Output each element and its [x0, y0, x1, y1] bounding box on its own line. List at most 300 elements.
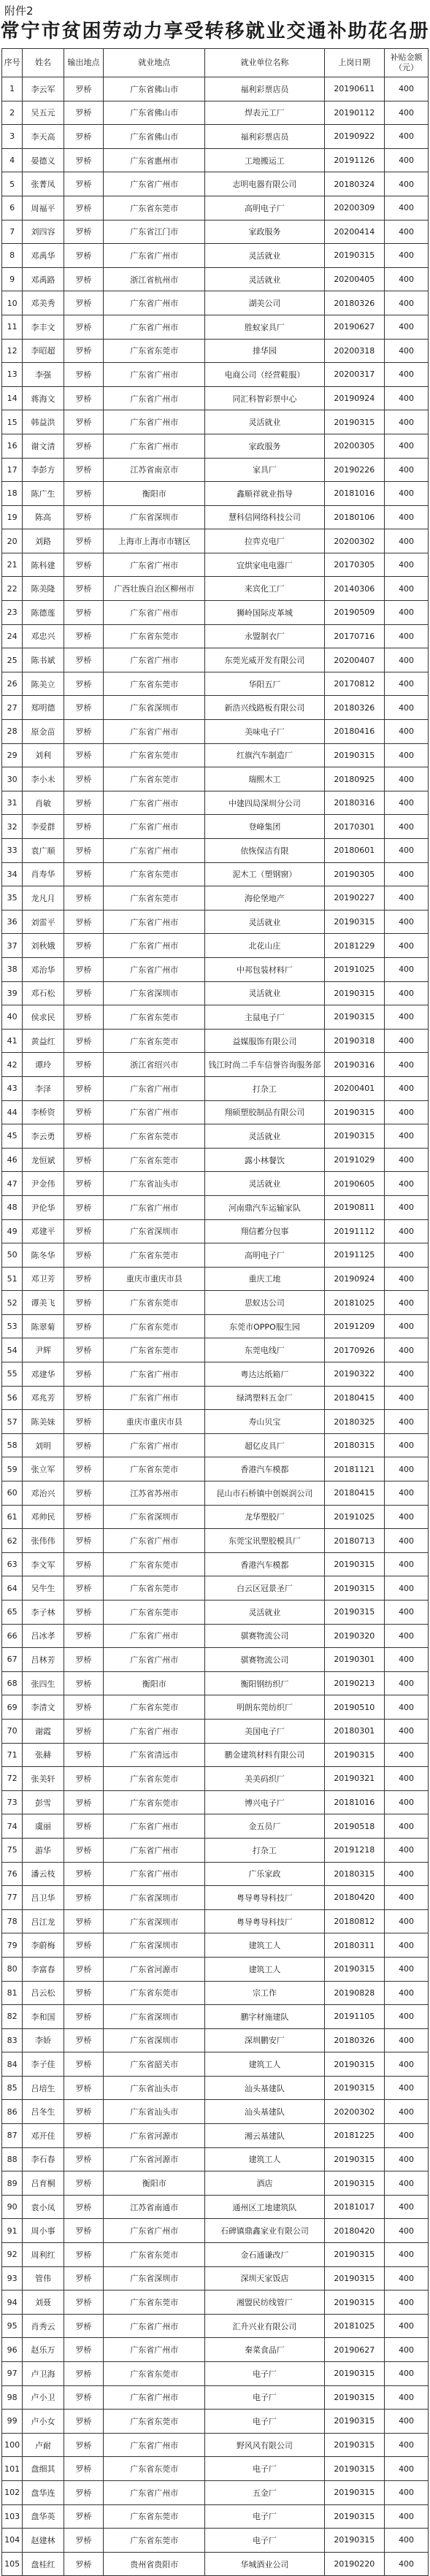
table-cell: 电子厂: [205, 2457, 324, 2481]
table-cell: 石碑镇鼎鑫家业有限公司: [205, 2219, 324, 2243]
table-cell: 5: [2, 172, 23, 196]
table-cell: 20190315: [324, 2433, 385, 2457]
table-cell: 20190318: [324, 1029, 385, 1053]
table-cell: 20190315: [324, 410, 385, 434]
table-cell: 400: [385, 1005, 429, 1030]
table-cell: 湖美公司: [205, 291, 324, 315]
table-cell: 陈美妹: [23, 1410, 64, 1434]
table-row: [2, 696, 429, 720]
table-cell: 400: [385, 1933, 429, 1958]
table-row: [2, 2504, 429, 2529]
table-cell: 400: [385, 529, 429, 553]
table-row: [2, 1100, 429, 1124]
table-cell: 400: [385, 767, 429, 791]
table-cell: 20180416: [324, 720, 385, 744]
table-cell: 广东省广州市: [104, 2314, 205, 2338]
table-cell: 李清文: [23, 1695, 64, 1720]
table-cell: 400: [385, 2100, 429, 2124]
table-cell: 400: [385, 434, 429, 458]
table-row: [2, 743, 429, 767]
table-cell: 罗桥: [64, 2005, 103, 2029]
table-cell: 广东省广州市: [104, 2433, 205, 2457]
table-cell: 13: [2, 363, 23, 387]
table-row: [2, 148, 429, 172]
table-cell: 罗桥: [64, 553, 103, 577]
table-cell: 彭雪: [23, 1790, 64, 1814]
table-cell: 邓治兴: [23, 1481, 64, 1506]
table-cell: 400: [385, 720, 429, 744]
table-cell: 刘雷平: [23, 910, 64, 934]
table-cell: 电子厂: [205, 2504, 324, 2529]
table-cell: 罗桥: [64, 410, 103, 434]
table-cell: 12: [2, 339, 23, 363]
table-cell: 20191125: [324, 1243, 385, 1268]
table-cell: 400: [385, 2147, 429, 2171]
table-cell: 65: [2, 1601, 23, 1625]
table-row: [2, 1529, 429, 1553]
table-cell: 邓石松: [23, 981, 64, 1005]
table-cell: 46: [2, 1148, 23, 1172]
table-cell: 20180713: [324, 1529, 385, 1553]
table-cell: 昆山市石桥镇中创娱润公司: [205, 1481, 324, 1506]
table-cell: 广东省广州市: [104, 386, 205, 410]
table-cell: 400: [385, 148, 429, 172]
table-cell: 灵活就业: [205, 267, 324, 291]
table-cell: 灵活就业: [205, 910, 324, 934]
table-cell: 400: [385, 1100, 429, 1124]
table-cell: 400: [385, 2052, 429, 2077]
table-cell: 通州区工地建筑队: [205, 2195, 324, 2219]
table-cell: 罗桥: [64, 1005, 103, 1030]
table-cell: 400: [385, 267, 429, 291]
table-row: [2, 1124, 429, 1149]
table-cell: 翔硕塑胶制品有限公司: [205, 1100, 324, 1124]
table-cell: 400: [385, 125, 429, 149]
table-cell: 罗桥: [64, 1719, 103, 1743]
table-cell: 20180326: [324, 2028, 385, 2052]
table-cell: 52: [2, 1291, 23, 1315]
table-cell: 浙江省绍兴市: [104, 1053, 205, 1077]
table-cell: 20191025: [324, 1505, 385, 1529]
table-cell: 3: [2, 125, 23, 149]
table-cell: 广东省东莞市: [104, 886, 205, 911]
table-cell: 罗桥: [64, 1243, 103, 1268]
table-cell: 64: [2, 1576, 23, 1601]
table-cell: 依恢保洁有限: [205, 839, 324, 863]
table-cell: 来宾化工厂: [205, 577, 324, 601]
table-cell: 广东省深圳市: [104, 505, 205, 529]
column-header: 补贴金额（元）: [385, 49, 429, 77]
table-cell: 20190322: [324, 1362, 385, 1387]
table-cell: 20190315: [324, 1100, 385, 1124]
table-cell: 深圳鹏安厂: [205, 2028, 324, 2052]
table-cell: 400: [385, 1243, 429, 1268]
table-cell: 罗桥: [64, 2100, 103, 2124]
table-cell: 广东省广州市: [104, 1862, 205, 1886]
table-cell: 永盟制衣厂: [205, 624, 324, 648]
table-cell: 罗桥: [64, 601, 103, 625]
table-row: [2, 2457, 429, 2481]
table-cell: 20191218: [324, 1838, 385, 1862]
table-cell: 陈美隆: [23, 577, 64, 601]
table-cell: 同汇科智彩票中心: [205, 386, 324, 410]
table-row: [2, 767, 429, 791]
table-cell: 贵州省贵阳市: [104, 2552, 205, 2576]
table-cell: 晏德义: [23, 148, 64, 172]
table-cell: 广东省广州市: [104, 2338, 205, 2362]
table-cell: 400: [385, 1814, 429, 1839]
table-cell: 东莞市OPPO服生园: [205, 1314, 324, 1338]
table-cell: 20190924: [324, 1267, 385, 1291]
table-cell: 20200302: [324, 529, 385, 553]
table-cell: 20190315: [324, 2385, 385, 2410]
table-cell: 电子厂: [205, 2385, 324, 2410]
table-cell: 罗桥: [64, 244, 103, 268]
table-cell: 400: [385, 2171, 429, 2196]
table-cell: 广东省佛山市: [104, 101, 205, 125]
table-cell: 76: [2, 1862, 23, 1886]
table-cell: 李石春: [23, 2147, 64, 2171]
table-row: [2, 315, 429, 339]
table-row: [2, 2076, 429, 2100]
table-row: [2, 1029, 429, 1053]
table-cell: 李天高: [23, 125, 64, 149]
column-header: 序号: [2, 49, 23, 77]
table-cell: 20181025: [324, 2314, 385, 2338]
table-cell: 20180311: [324, 1933, 385, 1958]
table-cell: 83: [2, 2028, 23, 2052]
table-cell: 罗桥: [64, 1576, 103, 1601]
table-cell: 20180601: [324, 839, 385, 863]
table-cell: 400: [385, 981, 429, 1005]
table-cell: 灵活就业: [205, 981, 324, 1005]
table-cell: 80: [2, 1957, 23, 1981]
table-cell: 李丰文: [23, 315, 64, 339]
table-cell: 广东省惠州市: [104, 148, 205, 172]
table-cell: 美国电子厂: [205, 1719, 324, 1743]
table-row: [2, 2480, 429, 2504]
table-cell: 20180420: [324, 1886, 385, 1910]
table-row: [2, 1671, 429, 1695]
table-cell: 罗桥: [64, 2243, 103, 2267]
table-cell: 400: [385, 743, 429, 767]
table-cell: 20170926: [324, 1338, 385, 1362]
table-cell: 家具厂: [205, 458, 324, 482]
table-row: [2, 1814, 429, 1839]
table-cell: 江苏省苏州市: [104, 1481, 205, 1506]
table-cell: 20190301: [324, 1648, 385, 1672]
table-cell: 58: [2, 1433, 23, 1457]
table-cell: 10: [2, 291, 23, 315]
table-cell: 400: [385, 1648, 429, 1672]
table-cell: 赵乐万: [23, 2338, 64, 2362]
table-cell: 20180420: [324, 2219, 385, 2243]
table-row: [2, 2433, 429, 2457]
table-cell: 400: [385, 553, 429, 577]
table-cell: 400: [385, 934, 429, 958]
table-cell: 30: [2, 767, 23, 791]
table-row: [2, 1648, 429, 1672]
table-cell: 4: [2, 148, 23, 172]
table-cell: 罗桥: [64, 2410, 103, 2434]
table-cell: 20200305: [324, 434, 385, 458]
table-cell: 粤导粤导科技厂: [205, 1886, 324, 1910]
table-cell: 广东省东莞市: [104, 1601, 205, 1625]
table-cell: 中邦包装材料厂: [205, 957, 324, 981]
table-cell: 罗桥: [64, 1362, 103, 1387]
table-cell: 广东省东莞市: [104, 196, 205, 220]
table-cell: 2: [2, 101, 23, 125]
table-cell: 71: [2, 1743, 23, 1767]
table-cell: 刘秋娥: [23, 934, 64, 958]
table-row: [2, 1338, 429, 1362]
table-cell: 广东省东莞市: [104, 2243, 205, 2267]
table-cell: 罗桥: [64, 2028, 103, 2052]
table-cell: 20190922: [324, 125, 385, 149]
table-cell: 93: [2, 2266, 23, 2291]
table-cell: 20181025: [324, 1291, 385, 1315]
table-cell: 电子厂: [205, 2529, 324, 2553]
table-cell: 寿山贝宝: [205, 1410, 324, 1434]
table-cell: 100: [2, 2433, 23, 2457]
table-cell: 广东省广州市: [104, 1433, 205, 1457]
table-cell: 400: [385, 601, 429, 625]
table-cell: 江苏省南京市: [104, 458, 205, 482]
table-cell: 广东省广州市: [104, 172, 205, 196]
table-cell: 22: [2, 577, 23, 601]
table-cell: 吕卫华: [23, 1886, 64, 1910]
table-cell: 20190321: [324, 1767, 385, 1791]
table-cell: 400: [385, 291, 429, 315]
column-header: 就业单位名称: [205, 49, 324, 77]
table-cell: 罗桥: [64, 696, 103, 720]
table-cell: 罗桥: [64, 363, 103, 387]
table-cell: 400: [385, 672, 429, 696]
table-cell: 6: [2, 196, 23, 220]
table-cell: 广东省广州市: [104, 910, 205, 934]
table-cell: 邓开佳: [23, 2124, 64, 2148]
table-cell: 29: [2, 743, 23, 767]
table-row: [2, 672, 429, 696]
table-cell: 18: [2, 482, 23, 506]
table-cell: 400: [385, 410, 429, 434]
table-cell: 罗桥: [64, 2480, 103, 2504]
table-cell: 罗桥: [64, 1814, 103, 1839]
table-row: [2, 2291, 429, 2315]
table-cell: 20190315: [324, 2147, 385, 2171]
table-cell: 7: [2, 220, 23, 244]
table-cell: 400: [385, 1124, 429, 1149]
table-row: [2, 2219, 429, 2243]
table-cell: 400: [385, 1790, 429, 1814]
table-cell: 广东省东莞市: [104, 862, 205, 886]
table-cell: 罗桥: [64, 767, 103, 791]
table-cell: 登峰集团: [205, 815, 324, 839]
table-cell: 陈美立: [23, 672, 64, 696]
table-cell: 400: [385, 2362, 429, 2386]
table-cell: 罗桥: [64, 2076, 103, 2100]
table-cell: 广东省广州市: [104, 1529, 205, 1553]
table-cell: 43: [2, 1076, 23, 1100]
table-cell: 陈书斌: [23, 648, 64, 672]
table-cell: 广东省深圳市: [104, 2005, 205, 2029]
table-cell: 露小林餐饮: [205, 1148, 324, 1172]
table-cell: 20190315: [324, 2504, 385, 2529]
table-cell: 20190315: [324, 910, 385, 934]
table-cell: 20190811: [324, 1195, 385, 1219]
table-cell: 广东省东莞市: [104, 1338, 205, 1362]
table-cell: 20190227: [324, 886, 385, 911]
table-row: [2, 2028, 429, 2052]
table-cell: 瑞熙木工: [205, 767, 324, 791]
table-cell: 广东省广州市: [104, 1624, 205, 1648]
table-cell: 慧科信网络科技公司: [205, 505, 324, 529]
table-cell: 罗桥: [64, 2362, 103, 2386]
table-cell: 广东省东莞市: [104, 2504, 205, 2529]
table-cell: 20181121: [324, 1457, 385, 1481]
table-cell: 建筑工人: [205, 1957, 324, 1981]
table-cell: 400: [385, 2480, 429, 2504]
table-cell: 李蔚梅: [23, 1933, 64, 1958]
table-cell: 20200317: [324, 363, 385, 387]
table-cell: 32: [2, 815, 23, 839]
table-cell: 20190611: [324, 77, 385, 101]
table-cell: 广东省江门市: [104, 220, 205, 244]
table-cell: 62: [2, 1529, 23, 1553]
table-cell: 衡阳市: [104, 482, 205, 506]
table-cell: 39: [2, 981, 23, 1005]
table-cell: 李娇: [23, 2028, 64, 2052]
table-cell: 思蚁达公司: [205, 1291, 324, 1315]
table-cell: 400: [385, 1957, 429, 1981]
table-cell: 罗桥: [64, 1076, 103, 1100]
table-cell: 罗桥: [64, 1433, 103, 1457]
table-cell: 张赫: [23, 1743, 64, 1767]
table-cell: 广东省广州市: [104, 934, 205, 958]
table-cell: 广东省广州市: [104, 1386, 205, 1410]
table-cell: 骐赛物流公司: [205, 1624, 324, 1648]
table-cell: 尹辉: [23, 1338, 64, 1362]
table-cell: 400: [385, 1433, 429, 1457]
table-cell: 20180415: [324, 1481, 385, 1506]
table-cell: 20200309: [324, 196, 385, 220]
table-cell: 重庆工地: [205, 1267, 324, 1291]
table-cell: 酒店: [205, 2171, 324, 2196]
table-cell: 广东省广州市: [104, 839, 205, 863]
table-row: [2, 2100, 429, 2124]
table-cell: 罗桥: [64, 172, 103, 196]
table-cell: 黄益红: [23, 1029, 64, 1053]
table-row: [2, 1886, 429, 1910]
table-cell: 吕林芳: [23, 1648, 64, 1672]
table-cell: 上海市上海市市辖区: [104, 529, 205, 553]
table-cell: 邓禹路: [23, 267, 64, 291]
table-row: [2, 624, 429, 648]
table-row: [2, 1719, 429, 1743]
table-cell: 肖敏: [23, 791, 64, 815]
table-cell: 82: [2, 2005, 23, 2029]
table-cell: 罗桥: [64, 1648, 103, 1672]
table-cell: 泥木工（塑钢窗）: [205, 862, 324, 886]
table-cell: 广东省广州市: [104, 434, 205, 458]
table-cell: 陈广生: [23, 482, 64, 506]
table-cell: 400: [385, 2028, 429, 2052]
table-cell: 400: [385, 1053, 429, 1077]
table-row: [2, 839, 429, 863]
table-cell: 400: [385, 1862, 429, 1886]
table-cell: 罗桥: [64, 1124, 103, 1149]
table-cell: 51: [2, 1267, 23, 1291]
table-cell: 36: [2, 910, 23, 934]
table-cell: 邓禹华: [23, 244, 64, 268]
table-cell: 焊表元工厂: [205, 101, 324, 125]
table-cell: 400: [385, 2266, 429, 2291]
table-cell: 游华: [23, 1838, 64, 1862]
table-cell: 广东省东莞市: [104, 1457, 205, 1481]
table-row: [2, 1291, 429, 1315]
table-cell: 20190213: [324, 1671, 385, 1695]
table-row: [2, 791, 429, 815]
table-cell: 20180812: [324, 1909, 385, 1933]
table-cell: 90: [2, 2195, 23, 2219]
table-cell: 102: [2, 2480, 23, 2504]
table-cell: 华城酒业公司: [205, 2552, 324, 2576]
table-cell: 48: [2, 1195, 23, 1219]
table-cell: 400: [385, 839, 429, 863]
table-cell: 李泽: [23, 1076, 64, 1100]
table-cell: 53: [2, 1314, 23, 1338]
table-cell: 罗桥: [64, 743, 103, 767]
table-cell: 41: [2, 1029, 23, 1053]
table-cell: 20190315: [324, 2480, 385, 2504]
table-cell: 20190315: [324, 2291, 385, 2315]
table-row: [2, 1457, 429, 1481]
table-cell: 罗桥: [64, 862, 103, 886]
table-cell: 25: [2, 648, 23, 672]
table-cell: 400: [385, 2529, 429, 2553]
table-cell: 罗桥: [64, 434, 103, 458]
table-cell: 刘利: [23, 743, 64, 767]
table-cell: 罗桥: [64, 577, 103, 601]
table-cell: 罗桥: [64, 2124, 103, 2148]
table-row: [2, 2243, 429, 2267]
table-cell: 吕云松: [23, 1981, 64, 2005]
table-cell: 浙江省杭州市: [104, 267, 205, 291]
table-cell: 罗桥: [64, 2433, 103, 2457]
table-cell: 20190220: [324, 2552, 385, 2576]
table-cell: 盘华连: [23, 2480, 64, 2504]
table-cell: 袁广顺: [23, 839, 64, 863]
table-cell: 张美轩: [23, 1767, 64, 1791]
table-cell: 63: [2, 1552, 23, 1576]
table-cell: 邓帅民: [23, 1505, 64, 1529]
table-cell: 20200318: [324, 339, 385, 363]
table-cell: 宜烘家电电器厂: [205, 553, 324, 577]
table-cell: 20181017: [324, 2195, 385, 2219]
table-cell: 赵建林: [23, 2529, 64, 2553]
table-cell: 400: [385, 791, 429, 815]
table-row: [2, 981, 429, 1005]
table-row: [2, 125, 429, 149]
table-row: [2, 1481, 429, 1506]
table-cell: 刘聂: [23, 2291, 64, 2315]
table-cell: 罗桥: [64, 1172, 103, 1196]
table-cell: 湘盟民纺线管厂: [205, 2291, 324, 2315]
table-cell: 罗桥: [64, 196, 103, 220]
table-cell: 李云军: [23, 77, 64, 101]
table-cell: 罗桥: [64, 957, 103, 981]
table-cell: 广东省广州市: [104, 315, 205, 339]
